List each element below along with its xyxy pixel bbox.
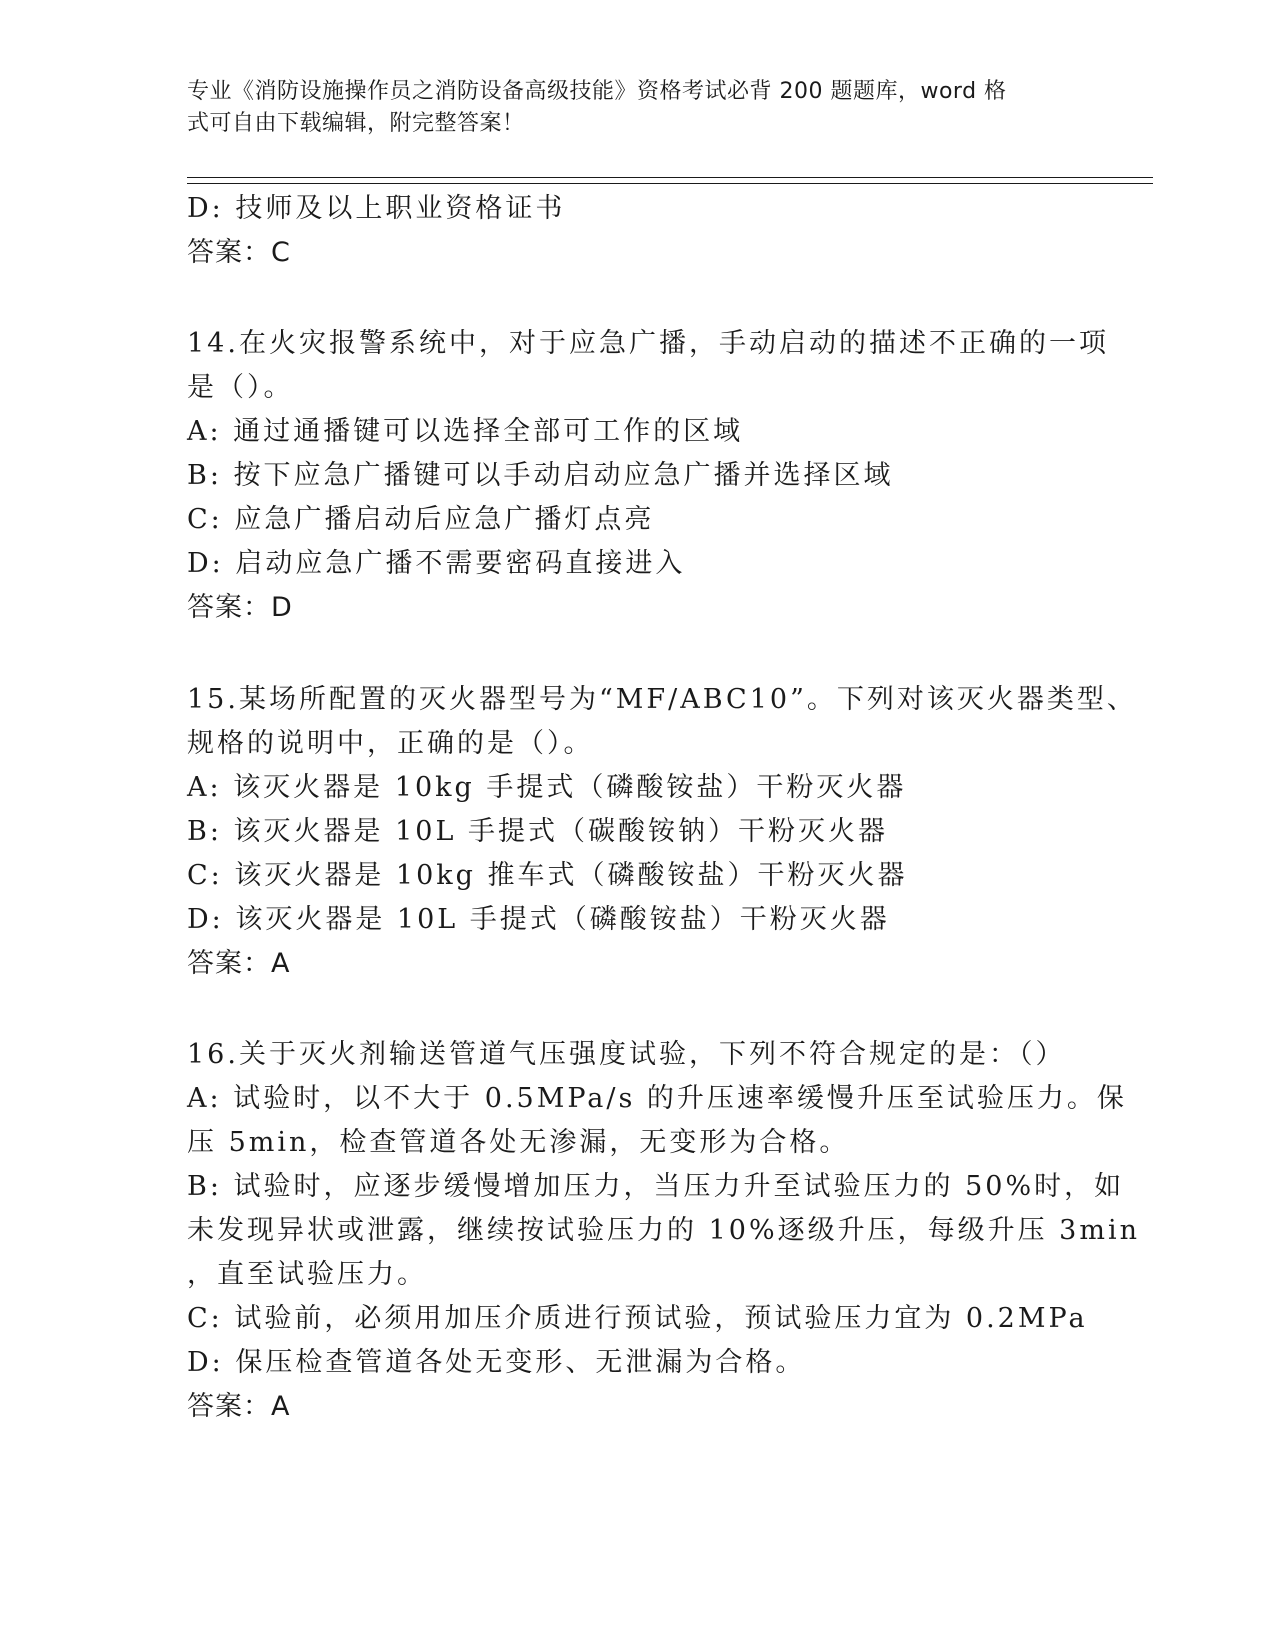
q14-option-b: B: 按下应急广播键可以手动启动应急广播并选择区域 — [187, 460, 894, 491]
q15-option-a: A: 该灭火器是 10kg 手提式（磷酸铵盐）干粉灭火器 — [187, 772, 907, 803]
q14-stem-line-2: 是（）。 — [187, 372, 294, 403]
q16-answer: 答案：A — [187, 1391, 291, 1422]
q16-option-b-line-3: ，直至试验压力。 — [187, 1259, 427, 1290]
q16-option-d: D: 保压检查管道各处无变形、无泄漏为合格。 — [187, 1347, 806, 1378]
q15-answer: 答案：A — [187, 948, 291, 979]
q13-answer: 答案：C — [187, 237, 291, 268]
q15-option-b: B: 该灭火器是 10L 手提式（碳酸铵钠）干粉灭火器 — [187, 816, 888, 847]
q16-option-b-line-1: B: 试验时，应逐步缓慢增加压力，当压力升至试验压力的 50%时，如 — [187, 1171, 1125, 1202]
header-line-2: 式可自由下载编辑，附完整答案！ — [187, 111, 525, 136]
q14-stem-line-1: 14.在火灾报警系统中，对于应急广播，手动启动的描述不正确的一项 — [187, 328, 1109, 359]
q14-option-a: A: 通过通播键可以选择全部可工作的区域 — [187, 416, 744, 447]
q15-stem-line-1: 15.某场所配置的灭火器型号为“MF/ABC10”。下列对该灭火器类型、 — [187, 684, 1137, 715]
q13-option-d: D: 技师及以上职业资格证书 — [187, 193, 566, 224]
q16-option-a-line-1: A: 试验时，以不大于 0.5MPa/s 的升压速率缓慢升压至试验压力。保 — [187, 1083, 1127, 1114]
q15-option-c: C: 该灭火器是 10kg 推车式（磷酸铵盐）干粉灭火器 — [187, 860, 908, 891]
q14-answer: 答案：D — [187, 592, 293, 623]
q16-option-a-line-2: 压 5min，检查管道各处无渗漏，无变形为合格。 — [187, 1127, 850, 1158]
q14-option-d: D: 启动应急广播不需要密码直接进入 — [187, 548, 686, 579]
header-line-1: 专业《消防设施操作员之消防设备高级技能》资格考试必背 200 题题库，word 格 — [187, 79, 1007, 104]
q15-option-d: D: 该灭火器是 10L 手提式（磷酸铵盐）干粉灭火器 — [187, 904, 890, 935]
q16-option-c: C: 试验前，必须用加压介质进行预试验，预试验压力宜为 0.2MPa — [187, 1303, 1088, 1334]
q16-stem-line-1: 16.关于灭火剂输送管道气压强度试验，下列不符合规定的是：（） — [187, 1039, 1066, 1070]
header-divider-bottom — [187, 183, 1153, 184]
q14-option-c: C: 应急广播启动后应急广播灯点亮 — [187, 504, 655, 535]
q15-stem-line-2: 规格的说明中，正确的是（）。 — [187, 728, 594, 759]
q16-option-b-line-2: 未发现异状或泄露，继续按试验压力的 10%逐级升压，每级升压 3min — [187, 1215, 1140, 1246]
header-divider-top — [187, 177, 1153, 178]
document-header — [187, 76, 1067, 140]
